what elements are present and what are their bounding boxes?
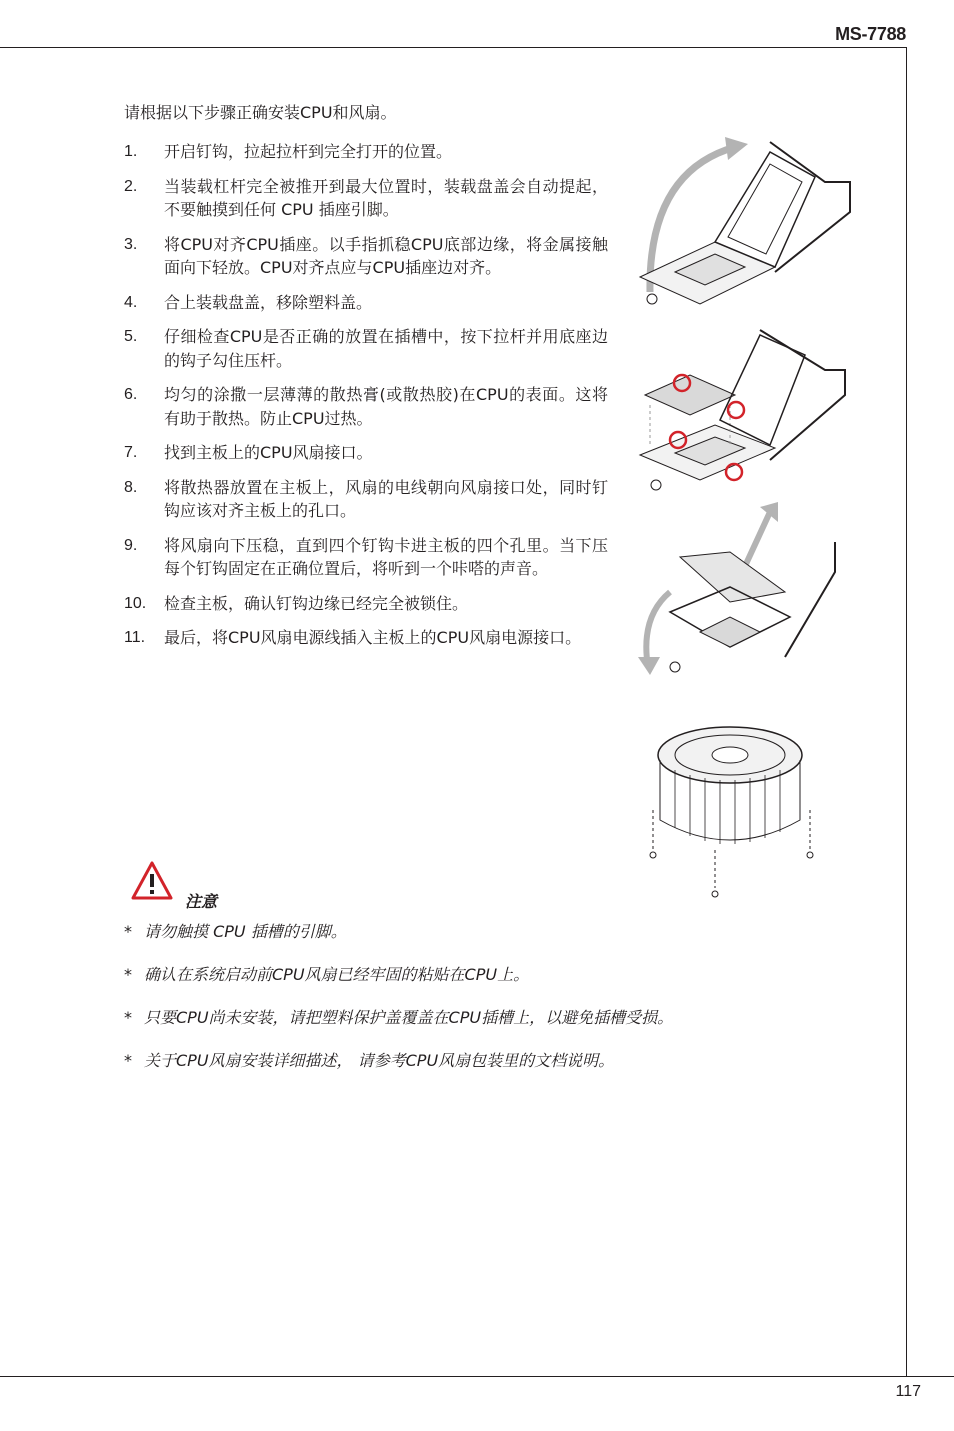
note-bullet: *: [124, 922, 132, 941]
note-text: 只要CPU尚未安装，请把塑料保护盖覆盖在CPU插槽上，以避免插槽受损。: [144, 1008, 674, 1027]
installation-steps: [124, 140, 608, 661]
step-item: [124, 291, 608, 315]
note-item: [124, 1049, 673, 1092]
footer-rule: [0, 1376, 954, 1377]
step-item: [124, 476, 608, 523]
step-text: 均匀的涂撒一层薄薄的散热膏(或散热胶)在CPU的表面。这将有助于散热。防止CPU过热。: [164, 385, 608, 428]
load-plate-close-illustration: [620, 497, 855, 687]
page-number: 117: [895, 1383, 921, 1400]
step-text: 将散热器放置在主板上，风扇的电线朝向风扇接口处，同时钉钩应该对齐主板上的孔口。: [164, 477, 608, 520]
step-text: 检查主板，确认钉钩边缘已经完全被锁住。: [164, 593, 469, 613]
step-text: 合上装载盘盖，移除塑料盖。: [164, 292, 373, 312]
header-rule: [0, 47, 907, 48]
step-number: 6.: [124, 386, 138, 403]
note-text: 请勿触摸 CPU 插槽的引脚。: [144, 922, 347, 941]
note-item: [124, 920, 673, 963]
note-item: [124, 1006, 673, 1049]
note-bullet: *: [124, 1051, 132, 1070]
step-text: 当装载杠杆完全被推开到最大位置时，装载盘盖会自动提起，不要触摸到任何 CPU 插座引脚。: [164, 176, 608, 219]
step-item: [124, 383, 608, 430]
alignment-marker-icon: [726, 464, 742, 480]
alignment-marker-icon: [728, 402, 744, 418]
step-item: [124, 233, 608, 280]
intro-text: 请根据以下步骤正确安装CPU和风扇。: [124, 103, 397, 122]
step-text: 将风扇向下压稳，直到四个钉钩卡进主板的四个孔里。当下压每个钉钩固定在正确位置后，将听到一个咔嗒的声音。: [164, 535, 608, 578]
step-number: 2.: [124, 177, 138, 195]
step-number: 1.: [124, 143, 138, 160]
step-item: [124, 592, 608, 616]
note-bullet: *: [124, 965, 132, 984]
step-text: 开启钉钩，拉起拉杆到完全打开的位置。: [164, 142, 453, 161]
step-item: [124, 325, 608, 372]
step-number: 4.: [124, 293, 138, 311]
margin-rule: [906, 47, 907, 1376]
step-number: 5.: [124, 328, 138, 345]
step-text: 找到主板上的CPU风扇接口。: [164, 443, 373, 462]
step-number: 3.: [124, 235, 138, 253]
step-text: 最后，将CPU风扇电源线插入主板上的CPU风扇电源接口。: [164, 628, 582, 647]
step-item: [124, 175, 608, 222]
step-number: 10.: [124, 594, 147, 612]
step-text: 仔细检查CPU是否正确的放置在插槽中，按下拉杆并用底座边的钩子勾住压杆。: [164, 327, 608, 370]
step-item: [124, 626, 608, 650]
cpu-fan-illustration: [620, 700, 855, 900]
close-arrow-icon: [646, 592, 670, 667]
caution-notes: [124, 920, 673, 1092]
step-text: 将CPU对齐CPU插座。以手指抓稳CPU底部边缘，将金属接触面向下轻放。CPU对齐点应与CPU插座边对齐。: [164, 234, 608, 277]
note-item: [124, 963, 673, 1006]
step-item: [124, 534, 608, 581]
step-number: 7.: [124, 444, 138, 461]
step-number: 9.: [124, 536, 138, 554]
cpu-align-illustration: [620, 320, 855, 500]
socket-open-illustration: [620, 132, 855, 312]
step-item: [124, 140, 608, 164]
step-number: 8.: [124, 478, 138, 496]
caution-title: 注意: [185, 892, 218, 911]
note-text: 确认在系统启动前CPU风扇已经牢固的粘贴在CPU上。: [144, 965, 530, 984]
note-text: 关于CPU风扇安装详细描述， 请参考CPU风扇包装里的文档说明。: [144, 1051, 615, 1070]
model-number: MS-7788: [835, 24, 906, 44]
step-item: [124, 441, 608, 465]
step-number: 11.: [124, 629, 146, 646]
note-bullet: *: [124, 1008, 132, 1027]
warning-icon: [130, 860, 174, 902]
